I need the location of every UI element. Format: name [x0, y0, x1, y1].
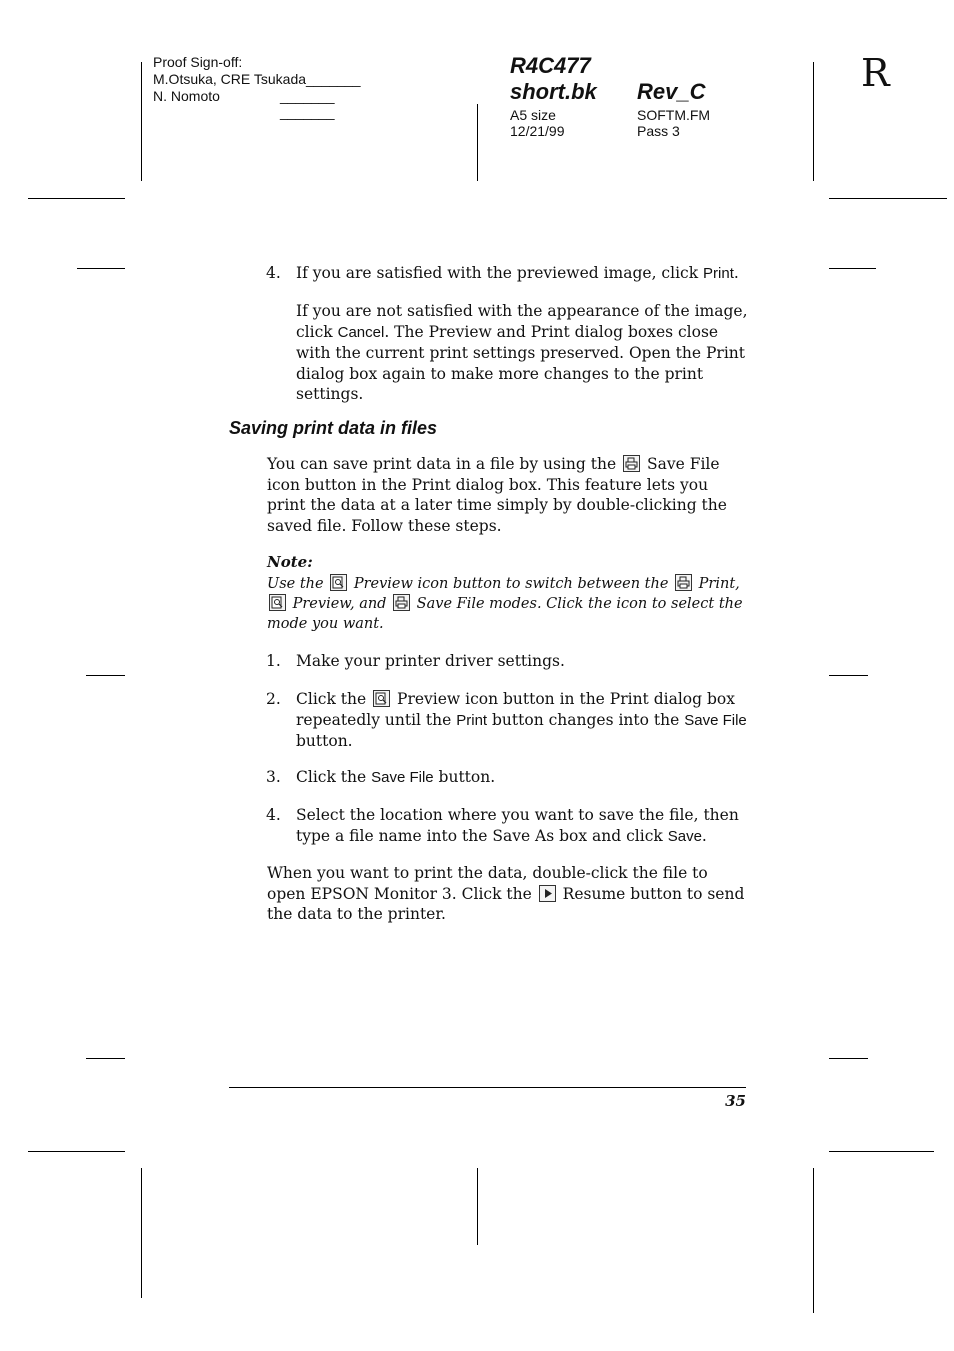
step-number: 1.: [266, 652, 281, 670]
preview-icon: [373, 690, 390, 707]
corner-mark: R: [861, 51, 890, 95]
crop-mark: [28, 1151, 125, 1152]
note-title: Note:: [267, 553, 313, 571]
step-number: 2.: [266, 690, 281, 708]
revision: Rev_C: [637, 79, 706, 104]
footer-rule: [229, 1087, 746, 1088]
preview-icon: [269, 594, 286, 611]
page-number: 35: [725, 1092, 746, 1110]
doc-date: 12/21/99: [510, 123, 565, 139]
section-heading: Saving print data in files: [229, 418, 438, 438]
proof-signoff-label: Proof Sign-off:: [153, 54, 243, 70]
signoff-blank-2: _______: [280, 104, 335, 120]
step-text: If you are satisfied with the previewed image, click Print.: [296, 264, 739, 282]
preview-icon: [330, 574, 347, 591]
crop-mark: [141, 1168, 142, 1298]
file-name: SOFTM.FM: [637, 107, 711, 123]
resume-icon: [539, 885, 556, 902]
step-text: Click the Preview icon button in the Print dialog box repeatedly until the Print button changes into the Save File button.: [296, 690, 747, 750]
crop-mark: [829, 1151, 934, 1152]
step-text: Select the location where you want to save the file, then type a file name into the Save As box and click Save.: [296, 806, 739, 845]
step-number: 4.: [266, 264, 281, 282]
step-number: 3.: [266, 768, 281, 786]
save-button-label: Save: [667, 827, 702, 845]
signer-line-1: M.Otsuka, CRE Tsukada_______: [153, 71, 361, 87]
crop-mark: [829, 198, 947, 199]
step-number: 4.: [266, 806, 281, 824]
print-icon: [675, 574, 692, 591]
cancel-paragraph: If you are not satisfied with the appearance of the image, click Cancel. The Preview and Print dialog boxes close with the current print settings preserved. Open the Print dialog box again to make more changes to the print settings.: [296, 302, 748, 403]
crop-mark: [813, 62, 814, 181]
save-file-button-label: Save File: [684, 711, 747, 729]
crop-mark: [829, 675, 868, 676]
crop-mark: [77, 268, 125, 269]
cancel-button-label: Cancel: [337, 323, 385, 341]
crop-mark: [28, 198, 125, 199]
crop-mark: [477, 1168, 478, 1245]
crop-mark: [813, 1168, 814, 1313]
closing-paragraph: When you want to print the data, double-click the file to open EPSON Monitor 3. Click the Resume button to send the data to the printer.: [267, 864, 745, 923]
doc-code: R4C477: [510, 53, 591, 78]
print-button-label: Print: [456, 711, 488, 729]
book-name: short.bk: [510, 79, 597, 104]
crop-mark: [86, 1058, 125, 1059]
intro-paragraph: You can save print data in a file by using the Save File icon button in the Print dialog box. This feature lets you print the data at a later time simply by double-clicking the saved file. Follow these steps.: [267, 455, 727, 535]
signoff-blank-1: _______: [280, 88, 335, 104]
print-button-label: Print: [703, 265, 734, 282]
crop-mark: [86, 675, 125, 676]
crop-mark: [141, 62, 142, 181]
crop-mark: [477, 104, 478, 181]
page-size: A5 size: [510, 107, 556, 123]
save-file-icon: [393, 594, 410, 611]
crop-mark: [829, 1058, 868, 1059]
save-file-icon: [623, 455, 640, 472]
signer-line-2: N. Nomoto: [153, 88, 220, 104]
step-text: Make your printer driver settings.: [296, 652, 565, 670]
step-text: Click the Save File button.: [296, 768, 496, 786]
save-file-button-label: Save File: [371, 769, 434, 786]
pass-number: Pass 3: [637, 123, 680, 139]
crop-mark: [829, 268, 876, 269]
note-text: Use the Preview icon button to switch between the Print, Preview, and Save File modes. Click the icon to select the mode you want.: [267, 576, 743, 632]
